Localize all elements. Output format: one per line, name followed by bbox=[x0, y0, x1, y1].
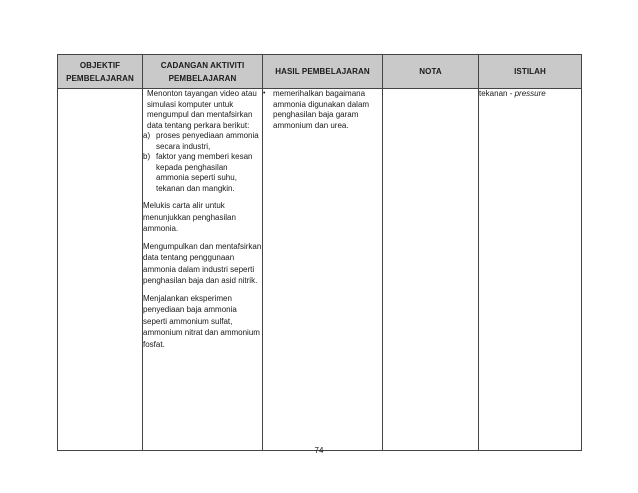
table-row bbox=[58, 89, 582, 451]
syllabus-table bbox=[57, 54, 582, 451]
header-row bbox=[58, 55, 582, 89]
hasil-item bbox=[263, 89, 382, 131]
point-text: faktor yang memberi kesan kepada penghasilan ammonia seperti suhu, tekanan dan mangkin. bbox=[156, 152, 253, 193]
header-objektif: OBJEKTIF PEMBELAJARAN bbox=[58, 55, 143, 89]
hasil-text: memerihalkan bagaimana ammonia digunakan dalam penghasilan baja garam ammonium dan urea. bbox=[273, 89, 370, 130]
header-aktiviti: CADANGAN AKTIVITI PEMBELAJARAN bbox=[143, 55, 263, 89]
aktiviti-cell bbox=[143, 89, 263, 451]
page-number: 74 bbox=[314, 446, 324, 455]
istilah-translation: pressure bbox=[514, 89, 546, 98]
aktiviti-paragraph: Melukis carta alir untuk menunjukkan penghasilan ammonia. bbox=[143, 201, 236, 233]
bullet-icon: • bbox=[263, 90, 266, 97]
header-hasil: HASIL PEMBELAJARAN bbox=[263, 55, 383, 89]
istilah-cell bbox=[479, 89, 582, 451]
aktiviti-paragraph: Mengumpulkan dan mentafsirkan data tentang penggunaan ammonia dalam industri seperti penghasilan baja dan asid nitrik. bbox=[143, 241, 262, 285]
list-item bbox=[143, 131, 262, 152]
aktiviti-paragraph: Menjalankan eksperimen penyediaan baja ammonia seperti ammonium sulfat, ammonium nitrat dan ammonium fosfat. bbox=[143, 293, 260, 349]
istilah-term: tekanan bbox=[479, 89, 508, 98]
point-label: b) bbox=[143, 152, 151, 161]
hasil-cell bbox=[263, 89, 383, 451]
nota-cell bbox=[383, 89, 479, 451]
list-item bbox=[143, 152, 262, 194]
point-text: proses penyediaan ammonia secara industri, bbox=[156, 131, 259, 151]
aktiviti-intro: Menonton tayangan video atau simulasi komputer untuk mengumpul dan mentafsirkan data tentang perkara berikut: bbox=[147, 89, 257, 130]
header-istilah: ISTILAH bbox=[479, 55, 582, 89]
objektif-cell bbox=[58, 89, 143, 451]
header-nota: NOTA bbox=[383, 55, 479, 89]
istilah-separator: - bbox=[507, 89, 515, 98]
aktiviti-point-list bbox=[143, 131, 262, 194]
point-label: a) bbox=[143, 131, 151, 140]
